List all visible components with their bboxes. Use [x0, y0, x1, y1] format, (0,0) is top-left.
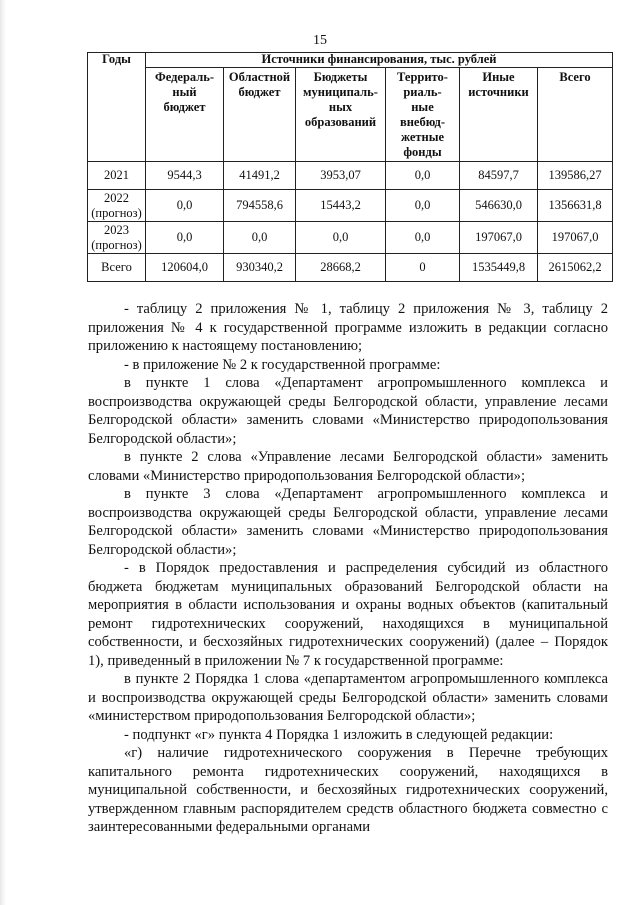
- value-cell: 197067,0: [538, 222, 613, 254]
- value-cell: 84597,7: [460, 162, 538, 190]
- body-text: [88, 300, 608, 837]
- column-header: Террито- риаль- ные внебюд- жетные фонды: [386, 68, 460, 162]
- column-header: Федераль- ный бюджет: [146, 68, 224, 162]
- value-cell: 41491,2: [224, 162, 296, 190]
- value-cell: 930340,2: [224, 254, 296, 282]
- paragraph: «г) наличие гидротехнического сооружения в Перечне требующих капитального ремонта гидротехнических сооружений, находящихся в муниципальной собственности, и бесхозяйных гидротехнических сооружений, утвержденном главным распорядителем средств областного бюджета совместно с заинтересованными федеральными органами: [88, 745, 608, 835]
- table-row: [88, 190, 613, 222]
- year-cell: Всего: [88, 254, 146, 282]
- table-row: [88, 254, 613, 282]
- paragraph: - в Порядок предоставления и распределения субсидий из областного бюджета бюджетам муниципальных образований Белгородской области на мероприятия в области использования и охраны водных объектов (капитальный ремонт гидротехнических сооружений, находящихся в муниципальной собственности, и бесхозяйных гидротехнических сооружений) (далее – Порядок 1), приведенный в приложении № 7 к государственной программе:: [88, 560, 608, 669]
- year-cell: 2023 (прогноз): [88, 222, 146, 254]
- value-cell: 15443,2: [296, 190, 386, 222]
- column-header: Бюджеты муниципаль- ных образований: [296, 68, 386, 162]
- paragraph: в пункте 2 слова «Управление лесами Белгородской области» заменить словами «Министерство природопользования Белгородской области»;: [88, 449, 608, 484]
- value-cell: 139586,27: [538, 162, 613, 190]
- value-cell: 794558,6: [224, 190, 296, 222]
- value-cell: 0,0: [146, 190, 224, 222]
- table-row: [88, 162, 613, 190]
- years-header: Годы: [88, 53, 146, 162]
- paragraph: - в приложение № 2 к государственной программе:: [124, 356, 441, 373]
- value-cell: 0: [386, 254, 460, 282]
- value-cell: 0,0: [386, 162, 460, 190]
- value-cell: 0,0: [224, 222, 296, 254]
- value-cell: 0,0: [146, 222, 224, 254]
- year-cell: 2022 (прогноз): [88, 190, 146, 222]
- column-header: Иные источники: [460, 68, 538, 162]
- scan-edge-shadow: [0, 0, 6, 905]
- paragraph: в пункте 1 слова «Департамент агропромышленного комплекса и воспроизводства окружающей среды Белгородской области, управление лесами Белгородской области» заменить словами «Министерство природопользования Белгородской области»;: [88, 375, 608, 447]
- value-cell: 0,0: [386, 190, 460, 222]
- value-cell: 1535449,8: [460, 254, 538, 282]
- value-cell: 0,0: [386, 222, 460, 254]
- value-cell: 3953,07: [296, 162, 386, 190]
- financing-table: [87, 52, 613, 282]
- value-cell: 546630,0: [460, 190, 538, 222]
- table-row: [88, 222, 613, 254]
- paragraph: в пункте 2 Порядка 1 слова «департаментом агропромышленного комплекса и воспроизводства окружающей среды Белгородской области» заменить словами «министерством природопользования Белгородской области»;: [88, 671, 608, 724]
- paragraph: - подпункт «г» пункта 4 Порядка 1 изложить в следующей редакции:: [124, 726, 554, 743]
- column-header: Всего: [538, 68, 613, 162]
- value-cell: 120604,0: [146, 254, 224, 282]
- value-cell: 197067,0: [460, 222, 538, 254]
- value-cell: 28668,2: [296, 254, 386, 282]
- paragraph: - таблицу 2 приложения № 1, таблицу 2 приложения № 3, таблицу 2 приложения № 4 к государственной программе изложить в редакции согласно приложению к настоящему постановлению;: [88, 301, 608, 354]
- value-cell: 2615062,2: [538, 254, 613, 282]
- value-cell: 0,0: [296, 222, 386, 254]
- column-header: Областной бюджет: [224, 68, 296, 162]
- page-number: 15: [313, 33, 327, 48]
- year-cell: 2021: [88, 162, 146, 190]
- value-cell: 1356631,8: [538, 190, 613, 222]
- funding-sources-header: Источники финансирования, тыс. рублей: [146, 53, 613, 68]
- paragraph: в пункте 3 слова «Департамент агропромышленного комплекса и воспроизводства окружающей среды Белгородской области, управление лесами Белгородской области» заменить словами «Министерство природопользования Белгородской области»;: [88, 486, 608, 558]
- value-cell: 9544,3: [146, 162, 224, 190]
